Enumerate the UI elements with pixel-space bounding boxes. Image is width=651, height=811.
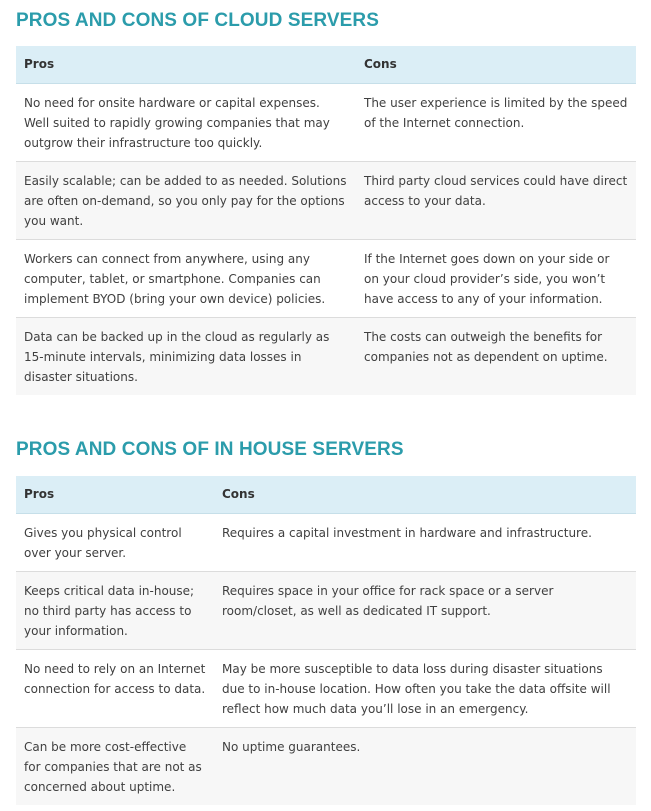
cons-column-header: Cons xyxy=(356,46,636,83)
table-header-row xyxy=(16,476,636,513)
table-row xyxy=(16,83,636,161)
cons-column-header: Cons xyxy=(214,476,636,513)
table-row xyxy=(16,513,636,571)
cloud-pros-cons-table xyxy=(16,46,636,395)
table-row xyxy=(16,727,636,805)
cons-cell: The user experience is limited by the speed of the Internet connection. xyxy=(356,83,636,161)
pros-cell: No need to rely on an Internet connection for access to data. xyxy=(16,649,214,727)
cons-cell: If the Internet goes down on your side or on your cloud provider’s side, you won’t have access to any of your information. xyxy=(356,239,636,317)
table-row xyxy=(16,239,636,317)
table-header-row xyxy=(16,46,636,83)
cloud-section-title: PROS AND CONS OF CLOUD SERVERS xyxy=(16,10,379,31)
pros-cell: Data can be backed up in the cloud as regularly as 15-minute intervals, minimizing data losses in disaster situations. xyxy=(16,317,356,395)
pros-cell: No need for onsite hardware or capital expenses. Well suited to rapidly growing companies that may outgrow their infrastructure too quickly. xyxy=(16,83,356,161)
pros-cell: Gives you physical control over your server. xyxy=(16,513,214,571)
pros-column-header: Pros xyxy=(16,476,214,513)
pros-cell: Workers can connect from anywhere, using any computer, tablet, or smartphone. Companies can implement BYOD (bring your own device) policies. xyxy=(16,239,356,317)
table-row xyxy=(16,317,636,395)
cons-cell: Third party cloud services could have direct access to your data. xyxy=(356,161,636,239)
cons-cell: May be more susceptible to data loss during disaster situations due to in-house location. How often you take the data offsite will reflect how much data you’ll lose in an emergency. xyxy=(214,649,636,727)
cons-cell: No uptime guarantees. xyxy=(214,727,636,805)
table-row xyxy=(16,649,636,727)
table-row xyxy=(16,161,636,239)
inhouse-section-title: PROS AND CONS OF IN HOUSE SERVERS xyxy=(16,439,404,460)
cons-cell: Requires space in your office for rack space or a server room/closet, as well as dedicated IT support. xyxy=(214,571,636,649)
cons-cell: Requires a capital investment in hardware and infrastructure. xyxy=(214,513,636,571)
pros-cell: Can be more cost-effective for companies that are not as concerned about uptime. xyxy=(16,727,214,805)
inhouse-pros-cons-table xyxy=(16,476,636,805)
pros-column-header: Pros xyxy=(16,46,356,83)
table-row xyxy=(16,571,636,649)
pros-cell: Keeps critical data in-house; no third party has access to your information. xyxy=(16,571,214,649)
cons-cell: The costs can outweigh the benefits for companies not as dependent on uptime. xyxy=(356,317,636,395)
pros-cell: Easily scalable; can be added to as needed. Solutions are often on-demand, so you only pay for the options you want. xyxy=(16,161,356,239)
